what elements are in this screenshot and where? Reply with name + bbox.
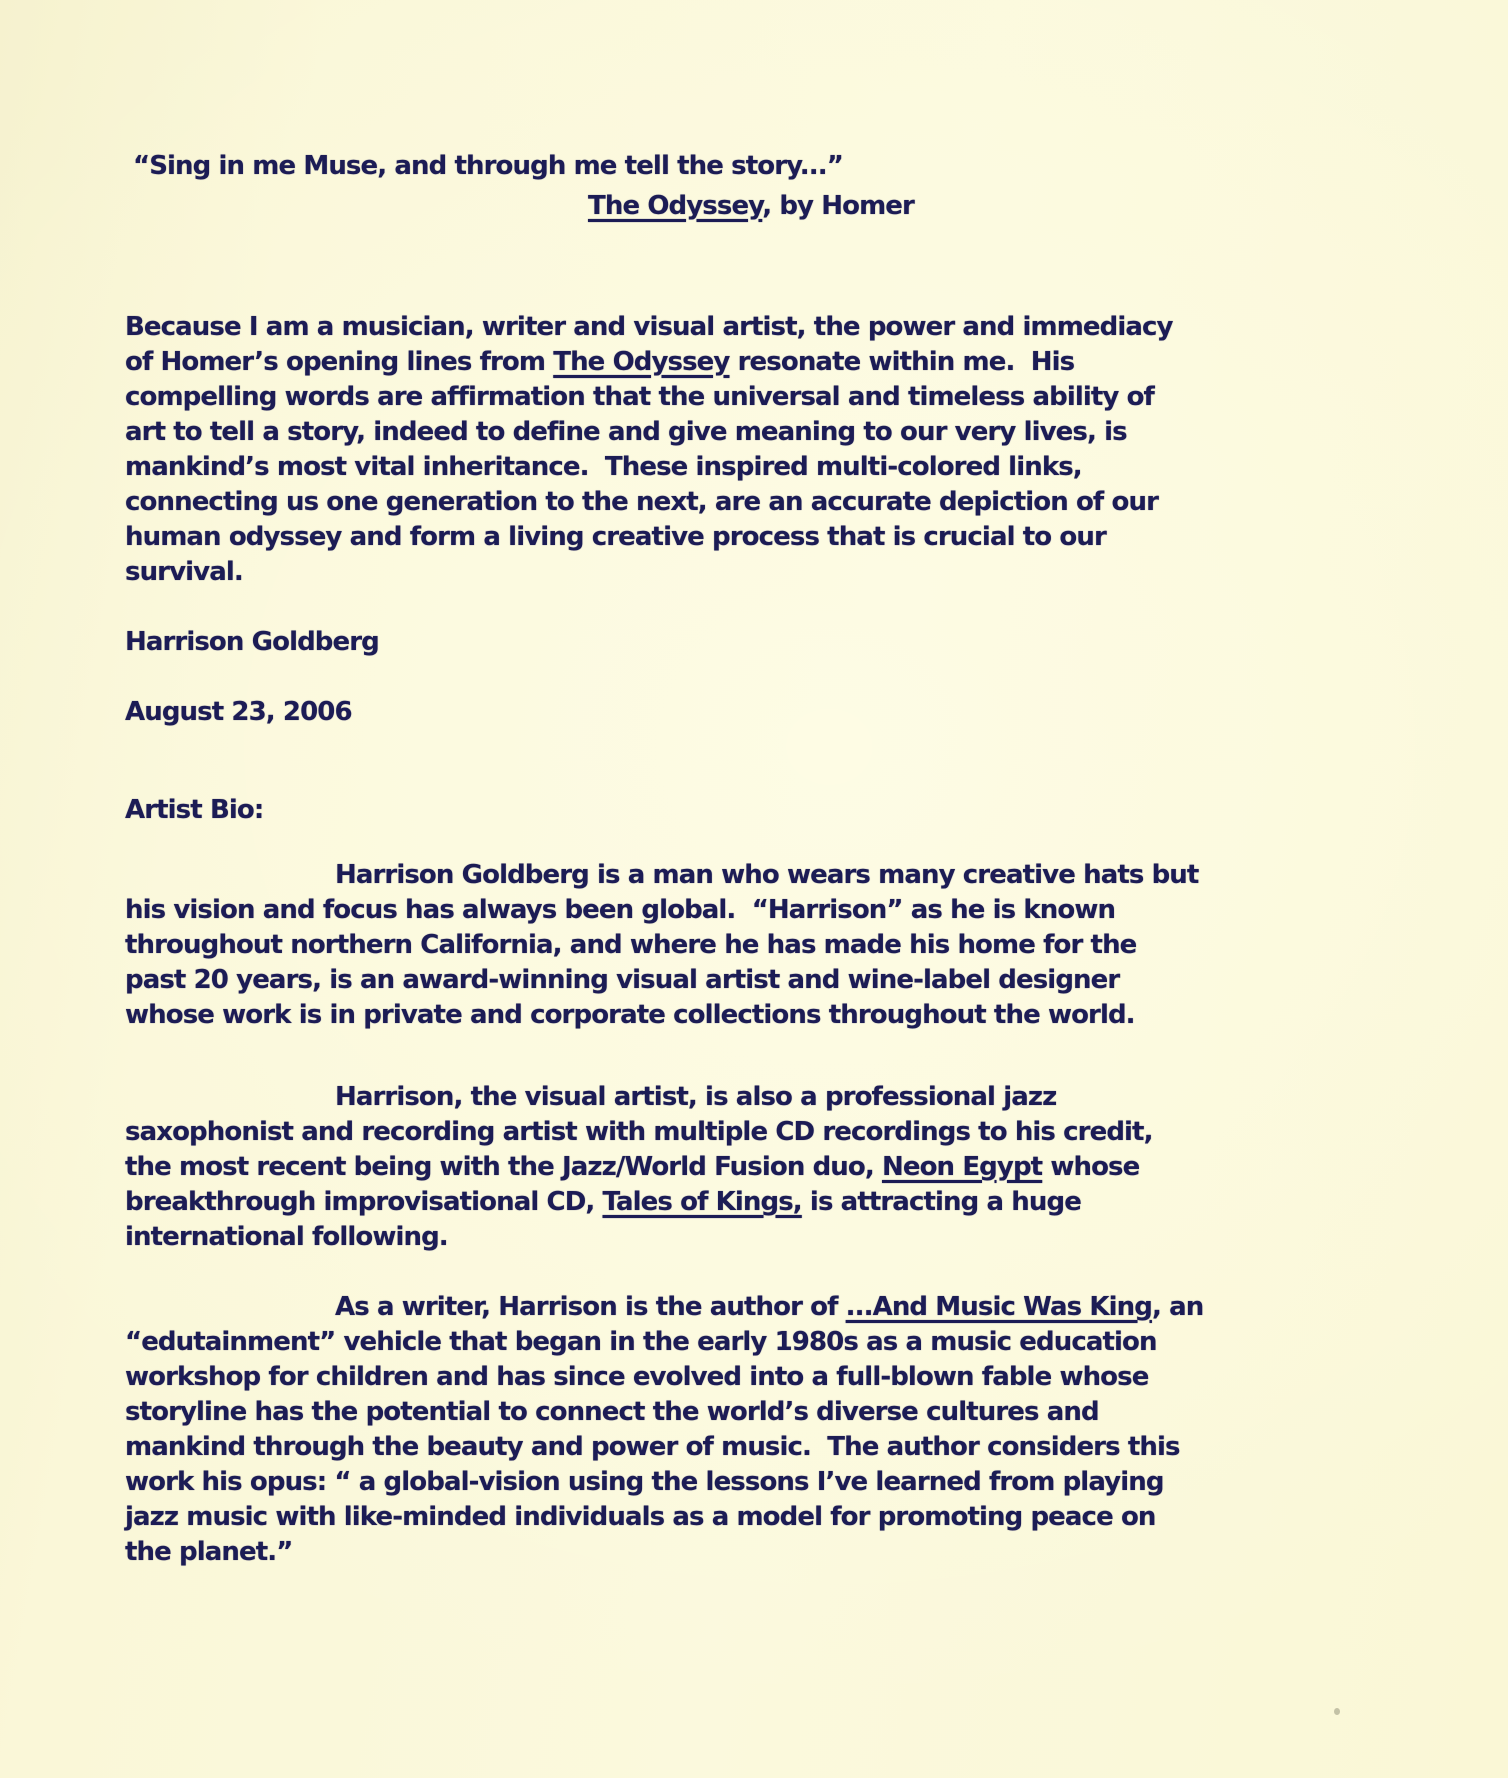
text-line bbox=[125, 1290, 1203, 1325]
text-segment: the most recent being with the Jazz/World Fusion duo, bbox=[125, 1152, 882, 1182]
text-segment: survival. bbox=[125, 557, 243, 587]
text-segment: his vision and focus has always been global. “Harrison” as he is known bbox=[125, 895, 1116, 925]
text-segment: work his opus: “ a global-vision using the lessons I’ve learned from playing bbox=[125, 1467, 1164, 1497]
date-line: August 23, 2006 bbox=[125, 697, 352, 727]
text-segment: Harrison Goldberg is a man who wears many creative hats but bbox=[335, 860, 1199, 890]
text-segment: “edutainment” vehicle that began in the early 1980s as a music education bbox=[125, 1327, 1157, 1357]
text-segment: the planet.” bbox=[125, 1537, 293, 1567]
text-line bbox=[125, 928, 1198, 963]
underlined-text: The Odyssey bbox=[588, 191, 763, 221]
scan-artifact-speck bbox=[1334, 1708, 1340, 1715]
text-segment: art to tell a story, indeed to define and give meaning to our very lives, is bbox=[125, 417, 1127, 447]
text-segment: Because I am a musician, writer and visual artist, the power and immediacy bbox=[125, 312, 1173, 342]
text-line bbox=[125, 1220, 1153, 1255]
text-segment: connecting us one generation to the next, are an accurate depiction of our bbox=[125, 487, 1158, 517]
text-line bbox=[125, 1535, 1203, 1570]
text-line bbox=[125, 520, 1173, 555]
text-line bbox=[125, 415, 1173, 450]
text-segment: resonate within me. His bbox=[729, 347, 1075, 377]
text-line bbox=[125, 1150, 1153, 1185]
text-line bbox=[125, 1395, 1203, 1430]
text-segment: breakthrough improvisational CD, bbox=[125, 1187, 603, 1217]
bio-paragraph-3 bbox=[125, 1290, 1203, 1570]
text-line bbox=[125, 858, 1198, 893]
bio-paragraph-1 bbox=[125, 858, 1198, 1033]
text-line bbox=[125, 998, 1198, 1033]
quote-attribution bbox=[588, 189, 914, 224]
text-line bbox=[125, 963, 1198, 998]
text-line bbox=[125, 380, 1173, 415]
text-segment: mankind’s most vital inheritance. These inspired multi-colored links, bbox=[125, 452, 1082, 482]
text-line bbox=[125, 345, 1173, 380]
text-line bbox=[125, 1080, 1153, 1115]
text-line bbox=[125, 1325, 1203, 1360]
underlined-text: The Odyssey bbox=[553, 347, 730, 377]
text-segment: jazz music with like-minded individuals as a model for promoting peace on bbox=[125, 1502, 1156, 1532]
bio-paragraph-2 bbox=[125, 1080, 1153, 1255]
text-line bbox=[125, 450, 1173, 485]
text-segment: Harrison, the visual artist, is also a professional jazz bbox=[335, 1082, 1057, 1112]
text-line bbox=[125, 1115, 1153, 1150]
text-segment: saxophonist and recording artist with multiple CD recordings to his credit, bbox=[125, 1117, 1153, 1147]
text-segment: whose work is in private and corporate collections throughout the world. bbox=[125, 1000, 1135, 1030]
text-segment: , by Homer bbox=[762, 191, 914, 221]
intro-paragraph bbox=[125, 310, 1173, 590]
text-segment: As a writer, Harrison is the author of bbox=[335, 1292, 846, 1322]
text-segment: human odyssey and form a living creative process that is crucial to our bbox=[125, 522, 1106, 552]
text-line bbox=[125, 485, 1173, 520]
underlined-text: ...And Music Was King bbox=[845, 1292, 1152, 1322]
text-segment: international following. bbox=[125, 1222, 448, 1252]
underlined-text: Neon Egypt bbox=[882, 1152, 1043, 1182]
text-line bbox=[125, 310, 1173, 345]
quote-line: “Sing in me Muse, and through me tell the story...” bbox=[133, 151, 843, 181]
signature-name: Harrison Goldberg bbox=[125, 627, 379, 657]
text-line bbox=[125, 1360, 1203, 1395]
text-segment: mankind through the beauty and power of music. The author considers this bbox=[125, 1432, 1180, 1462]
text-segment: workshop for children and has since evolved into a full-blown fable whose bbox=[125, 1362, 1149, 1392]
text-segment: of Homer’s opening lines from bbox=[125, 347, 554, 377]
text-line bbox=[125, 893, 1198, 928]
text-segment: past 20 years, is an award-winning visual artist and wine-label designer bbox=[125, 965, 1120, 995]
text-line bbox=[125, 555, 1173, 590]
text-segment: whose bbox=[1042, 1152, 1140, 1182]
text-segment: throughout northern California, and where he has made his home for the bbox=[125, 930, 1137, 960]
text-segment: is attracting a huge bbox=[801, 1187, 1081, 1217]
text-line bbox=[125, 1465, 1203, 1500]
bio-heading: Artist Bio: bbox=[125, 795, 264, 825]
text-segment: , an bbox=[1151, 1292, 1204, 1322]
underlined-text: Tales of Kings, bbox=[602, 1187, 802, 1217]
text-segment: compelling words are affirmation that the universal and timeless ability of bbox=[125, 382, 1154, 412]
text-line bbox=[125, 1430, 1203, 1465]
text-segment: storyline has the potential to connect the world’s diverse cultures and bbox=[125, 1397, 1099, 1427]
text-line bbox=[125, 1185, 1153, 1220]
text-line bbox=[125, 1500, 1203, 1535]
